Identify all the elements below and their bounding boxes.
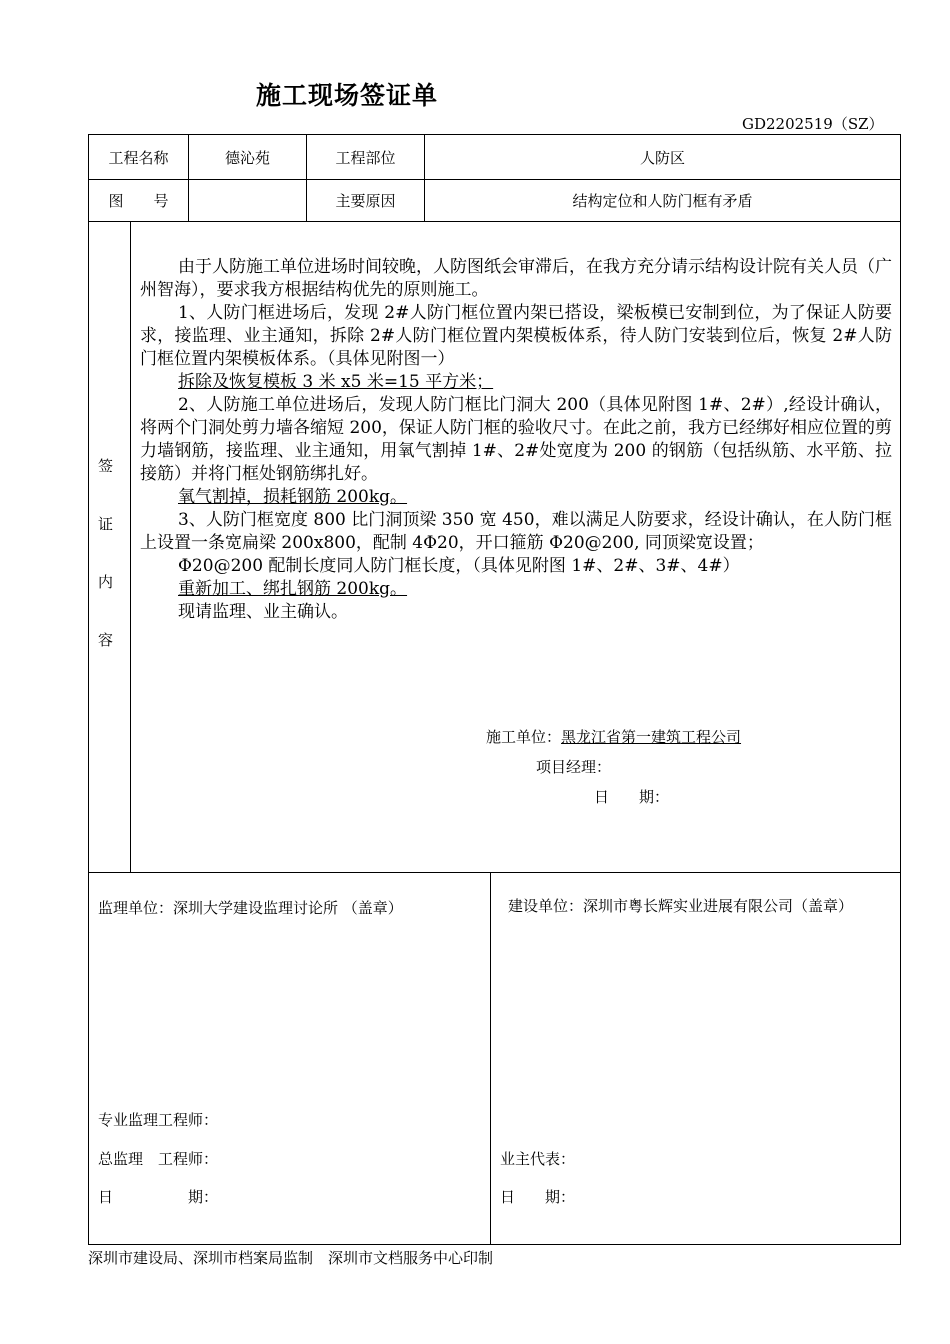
construction-unit-value: 黑龙江省第一建筑工程公司 [561, 728, 742, 746]
owner-rep-label: 业主代表： [500, 1150, 576, 1168]
visa-content [140, 256, 892, 624]
footer-note: 深圳市建设局、深圳市档案局监制 深圳市文档服务中心印制 [88, 1249, 494, 1267]
content-paragraph: Φ20@200 配制长度同人防门框长度，（具体见附图 1#、2#、3#、4#） [178, 556, 740, 576]
project-name-value: 德沁苑 [224, 148, 270, 167]
content-side-label-char: 签 [98, 457, 114, 475]
project-part-label: 工程部位 [335, 148, 396, 167]
main-reason-value: 结构定位和人防门框有矛盾 [572, 192, 753, 210]
quantity-text: 重新加工、绑扎钢筋 200kg。 [178, 579, 408, 599]
project-manager-label: 项目经理： [536, 758, 612, 776]
drawing-no-label: 图 号 [108, 192, 169, 210]
construction-unit [486, 726, 741, 747]
document-code: GD2202519（SZ） [742, 115, 884, 133]
construction-unit-label: 施工单位： [486, 728, 562, 746]
content-quantity-line [140, 486, 892, 509]
project-name-label: 工程名称 [108, 148, 169, 167]
quantity-text: 拆除及恢复模板 3 米 x5 米=15 平方米； [178, 372, 494, 392]
content-paragraph: 现请监理、业主确认。 [178, 602, 348, 622]
construction-date-label: 日 期： [594, 788, 670, 806]
content-quantity-line [140, 371, 892, 394]
content-paragraph: 3、人防门框宽度 800 比门洞顶梁 350 宽 450，难以满足人防要求，经设计确认，在人防门框上设置一条宽扁梁 200x800，配制 4Φ20，开口箍筋 Φ20@200, 同顶梁宽设置； [140, 510, 892, 553]
main-reason-label: 主要原因 [335, 192, 396, 210]
supervision-unit: 监理单位：深圳大学建设监理讨论所 （盖章） [98, 899, 403, 917]
content-paragraph: 2、人防施工单位进场后，发现人防门框比门洞大 200（具体见附图 1#、2#）,经设计确认，将两个门洞处剪力墙各缩短 200，保证人防门框的验收尺寸。在此之前，我方已经绑好相应位置的剪力墙钢筋，接监理、业主通知，用氧气割掉 1#、2#处宽度为 200 的钢筋（包括纵筋、水平筋、拉接筋）并将门框处钢筋绑扎好。 [140, 395, 892, 484]
quantity-text: 氧气割掉，损耗钢筋 200kg。 [178, 487, 408, 507]
document-title: 施工现场签证单 [256, 81, 439, 110]
content-side-label-char: 内 [98, 573, 114, 591]
owner-unit: 建设单位：深圳市粤长辉实业进展有限公司（盖章） [508, 897, 854, 915]
supervision-engineer-label: 专业监理工程师： [98, 1111, 219, 1129]
owner-date-label: 日 期： [500, 1188, 576, 1206]
drawing-no-value [189, 180, 306, 221]
row-divider [88, 221, 901, 222]
content-side-label-char: 容 [98, 631, 114, 649]
content-paragraph: 由于人防施工单位进场时间较晚，人防图纸会审滞后，在我方充分请示结构设计院有关人员（广州智海），要求我方根据结构优先的原则施工。 [140, 257, 892, 300]
row-divider [88, 872, 901, 873]
chief-supervisor-label: 总监理 工程师： [98, 1150, 219, 1168]
project-part-value: 人防区 [639, 148, 685, 167]
supervision-date-label: 日 期： [98, 1188, 219, 1206]
content-quantity-line [140, 578, 892, 601]
column-divider [130, 221, 131, 873]
content-paragraph: 1、人防门框进场后，发现 2#人防门框位置内架已搭设，梁板模已安制到位，为了保证人防要求，接监理、业主通知，拆除 2#人防门框位置内架模板体系，待人防门安装到位后，恢复 2#人防门框位置内架模板体系。（具体见附图一） [140, 303, 892, 369]
column-divider [490, 872, 491, 1245]
content-side-label-char: 证 [98, 515, 114, 533]
